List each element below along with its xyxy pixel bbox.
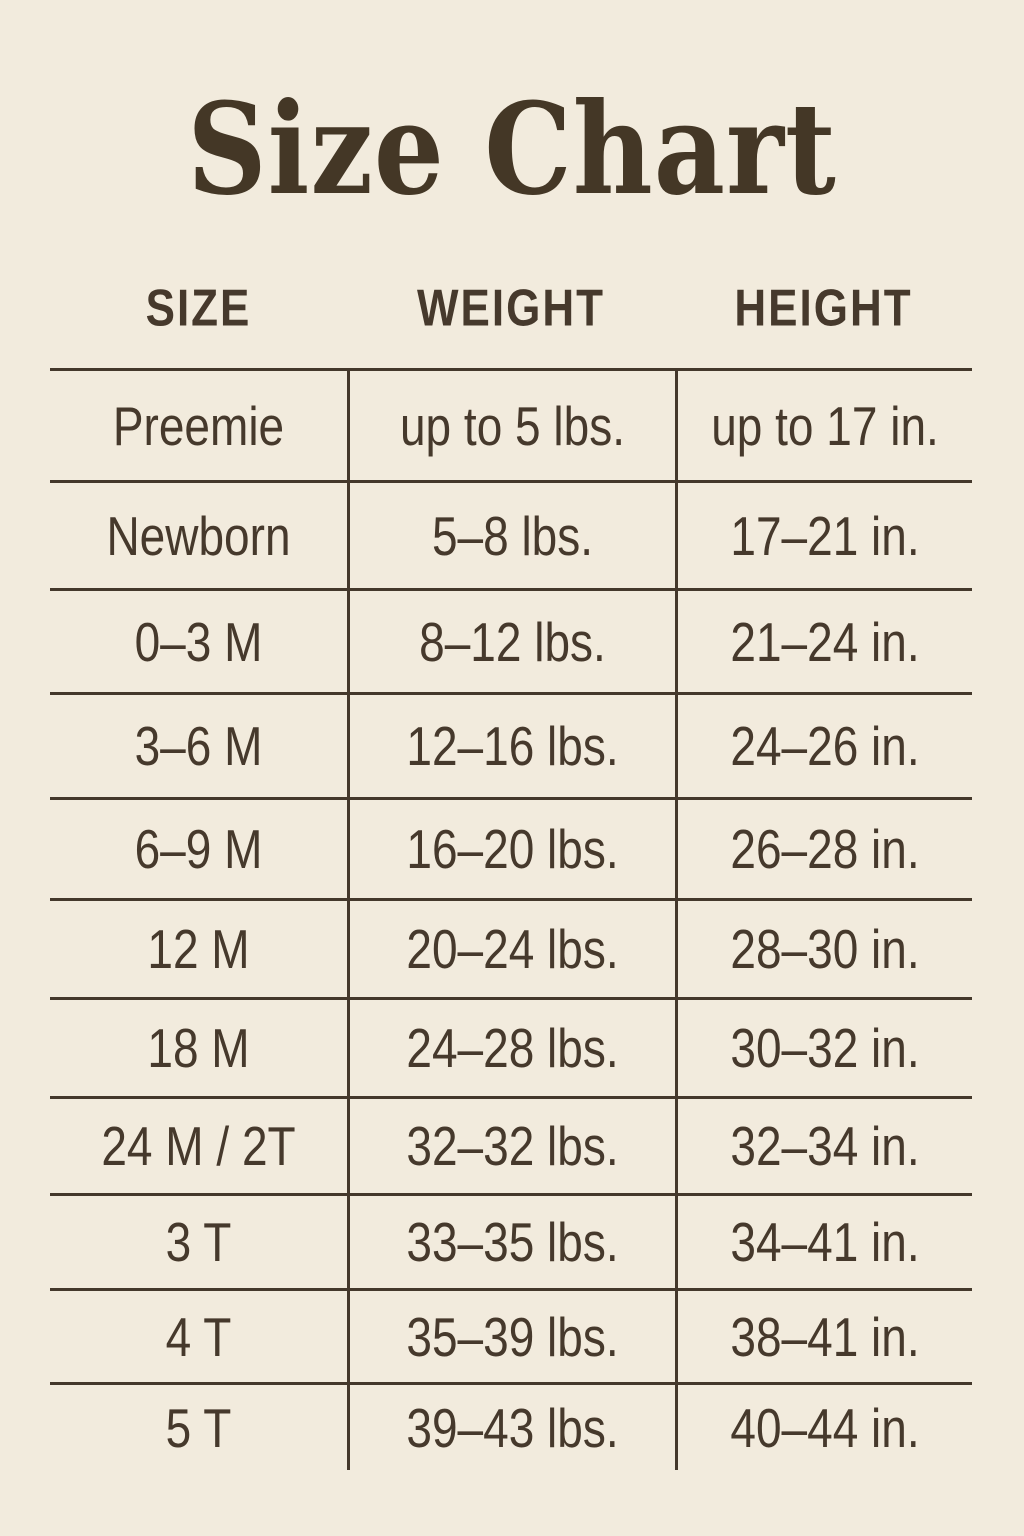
cell-weight [347, 1385, 675, 1470]
cell-size-text: 18 M [147, 1017, 250, 1079]
cell-weight [347, 1099, 675, 1193]
cell-height [675, 901, 972, 997]
cell-height-text: 30–32 in. [730, 1017, 920, 1079]
column-header-height-label: HEIGHT [734, 279, 913, 338]
cell-weight-text: 33–35 lbs. [406, 1211, 619, 1273]
cell-height [675, 1291, 972, 1382]
cell-weight [347, 1196, 675, 1288]
cell-size-text: 0–3 M [134, 610, 263, 673]
cell-weight [347, 371, 675, 480]
table-row-24m-2t [50, 1099, 972, 1196]
cell-size [50, 1099, 347, 1193]
size-chart-table [50, 368, 972, 1470]
cell-size-text: 6–9 M [134, 818, 263, 880]
cell-size [50, 800, 347, 898]
cell-weight-text: up to 5 lbs. [399, 394, 626, 457]
cell-weight-text: 39–43 lbs. [406, 1396, 619, 1459]
table-row-0-3m [50, 591, 972, 695]
table-row-18m [50, 1000, 972, 1099]
cell-height [675, 1196, 972, 1288]
cell-weight-text: 5–8 lbs. [431, 504, 594, 567]
table-row-3-6m [50, 695, 972, 800]
cell-height [675, 483, 972, 588]
cell-size-text: 3–6 M [134, 715, 263, 777]
cell-weight [347, 483, 675, 588]
table-row-5t [50, 1385, 972, 1470]
column-header-size [50, 266, 347, 352]
cell-size [50, 483, 347, 588]
cell-size-text: Preemie [112, 394, 285, 457]
cell-height [675, 1000, 972, 1096]
cell-size [50, 591, 347, 692]
cell-height-text: 40–44 in. [730, 1396, 920, 1459]
cell-size-text: 3 T [165, 1211, 232, 1273]
cell-size-text: Newborn [106, 504, 291, 567]
cell-size [50, 1196, 347, 1288]
table-row-12m [50, 901, 972, 1000]
cell-height-text: 38–41 in. [730, 1305, 920, 1368]
cell-height-text: 32–34 in. [730, 1115, 920, 1177]
cell-size [50, 695, 347, 797]
cell-height [675, 371, 972, 480]
table-row-preemie [50, 371, 972, 483]
table-header-row [50, 266, 972, 352]
table-row-6-9m [50, 800, 972, 901]
cell-weight [347, 591, 675, 692]
cell-size [50, 1000, 347, 1096]
cell-weight-text: 32–32 lbs. [406, 1115, 619, 1177]
cell-weight-text: 8–12 lbs. [419, 610, 606, 673]
cell-weight-text: 24–28 lbs. [406, 1017, 619, 1079]
cell-height [675, 695, 972, 797]
page-title: Size Chart [187, 73, 837, 223]
table-row-newborn [50, 483, 972, 591]
cell-weight-text: 12–16 lbs. [406, 715, 619, 777]
cell-weight [347, 901, 675, 997]
cell-height-text: 26–28 in. [730, 818, 920, 880]
cell-size [50, 1385, 347, 1470]
cell-weight-text: 20–24 lbs. [406, 918, 619, 980]
cell-size [50, 901, 347, 997]
cell-size-text: 5 T [165, 1396, 232, 1459]
column-header-size-label: SIZE [145, 279, 252, 338]
cell-height-text: 28–30 in. [730, 918, 920, 980]
cell-height [675, 800, 972, 898]
cell-height [675, 1385, 972, 1470]
cell-weight-text: 16–20 lbs. [406, 818, 619, 880]
table-row-4t [50, 1291, 972, 1385]
column-header-height [675, 266, 972, 352]
cell-weight [347, 1291, 675, 1382]
cell-height-text: 21–24 in. [730, 610, 920, 673]
cell-size [50, 371, 347, 480]
cell-size-text: 24 M / 2T [101, 1115, 296, 1177]
cell-height [675, 1099, 972, 1193]
cell-weight [347, 800, 675, 898]
cell-size-text: 12 M [147, 918, 250, 980]
cell-weight [347, 695, 675, 797]
cell-weight-text: 35–39 lbs. [406, 1305, 619, 1368]
cell-height-text: 34–41 in. [730, 1211, 920, 1273]
cell-size [50, 1291, 347, 1382]
cell-height-text: 24–26 in. [730, 715, 920, 777]
cell-weight [347, 1000, 675, 1096]
cell-height [675, 591, 972, 692]
column-header-weight-label: WEIGHT [417, 279, 605, 338]
table-row-3t [50, 1196, 972, 1291]
cell-height-text: 17–21 in. [730, 504, 920, 567]
column-header-weight [347, 266, 675, 352]
cell-size-text: 4 T [165, 1305, 232, 1368]
cell-height-text: up to 17 in. [711, 394, 939, 457]
